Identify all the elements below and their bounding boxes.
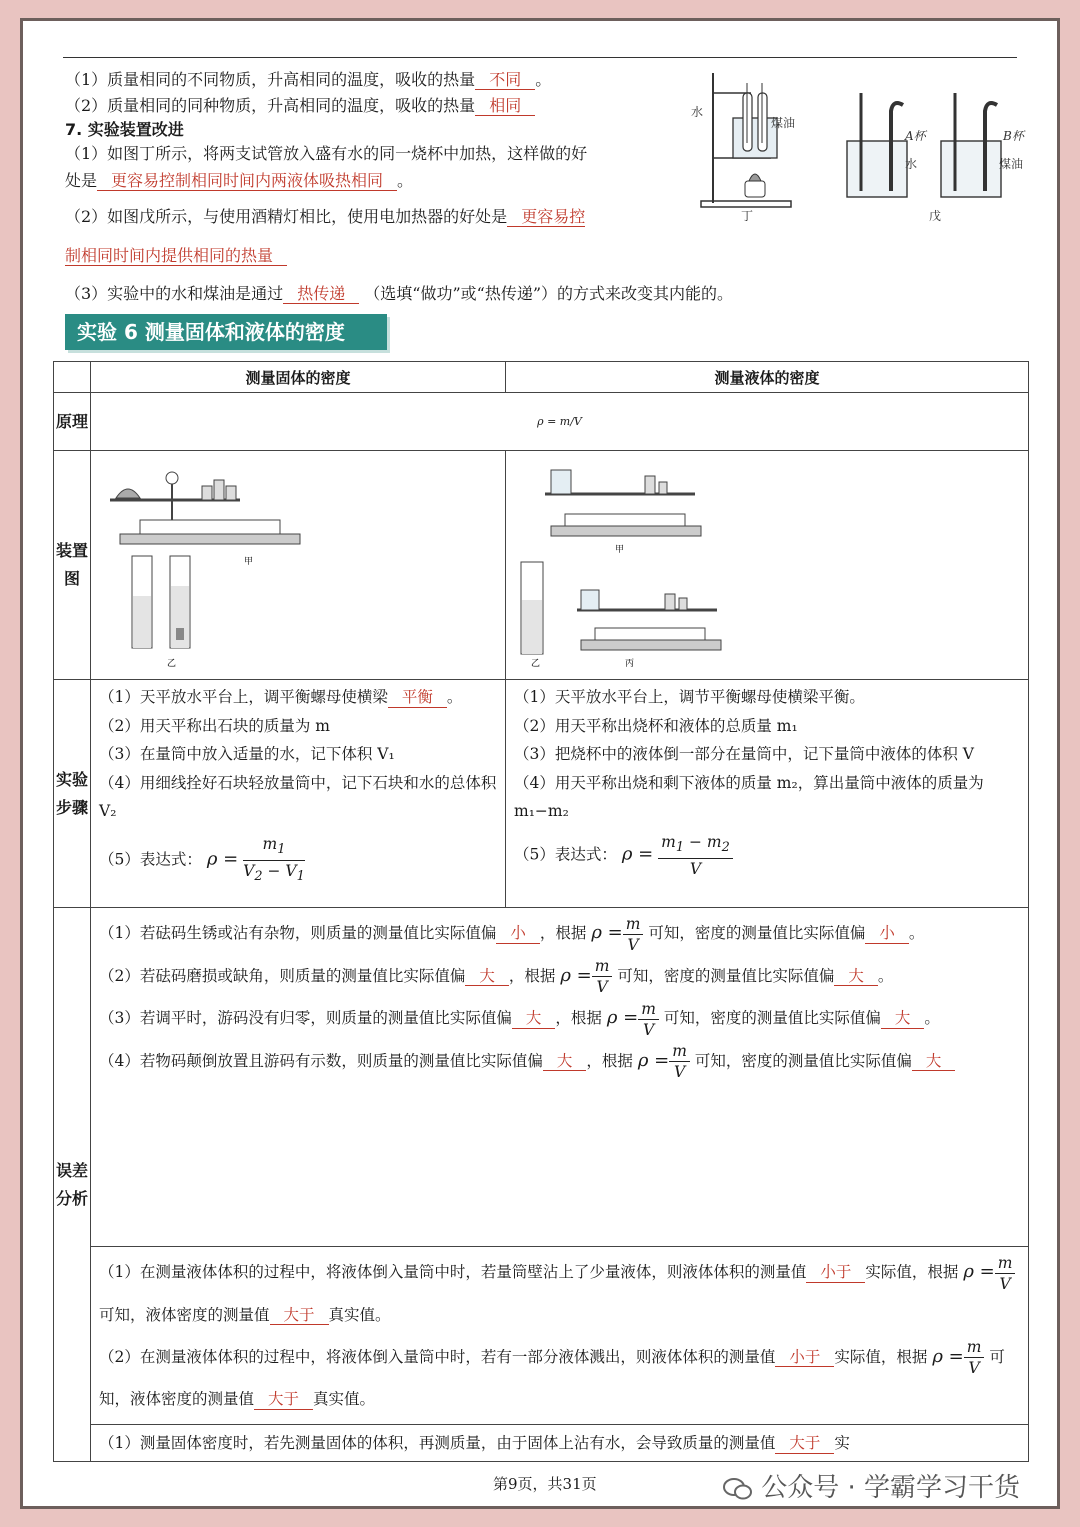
solid-apparatus-figure xyxy=(92,452,502,674)
liquid-step-5: （5）表达式： ρ = $\frac{m_1 - m_2}{V}$ xyxy=(514,832,1020,879)
solid-density-formula: $\frac{m_1}{V_2 - V_1}$ xyxy=(243,834,305,884)
balance-bing xyxy=(577,590,721,650)
error-solid-4: （4）若物码颠倒放置且游码有示数，则质量的测量值比实际值偏 大 ，根据 ρ = $\frac{m}{V}$ 可知，密度的测量值比实际值偏 大 xyxy=(99,1040,1020,1083)
column-header-solid: 测量固体的密度 xyxy=(91,362,506,393)
principle-formula: ρ = m/V xyxy=(91,393,1029,451)
liquid-steps-cell xyxy=(506,680,1029,908)
liquid-apparatus-figure xyxy=(507,452,1027,674)
row-label-error: 误差分析 xyxy=(54,908,91,1462)
error-last-cell: （1）测量固体密度时，若先测量固体的体积，再测质量，由于固体上沾有水，会导致质量的测量值 大于 实 xyxy=(91,1425,1029,1462)
answer-blank: 热传递 xyxy=(283,285,359,304)
apparatus-figure-ding xyxy=(691,63,811,223)
question-1: （1）质量相同的不同物质，升高相同的温度，吸收的热量 不同 。 xyxy=(65,70,552,89)
solid-step-1: （1）天平放水平台上，调平衡螺母使横梁 平衡 。 xyxy=(99,688,463,706)
experiment-title: 实验 6 测量固体和液体的密度 xyxy=(65,314,387,350)
wechat-icon xyxy=(723,1477,753,1501)
fig-label-jia-liquid: 甲 xyxy=(615,545,625,555)
fig-label-jia: 甲 xyxy=(244,557,254,567)
section-heading: 7. 实验装置改进 xyxy=(65,120,184,139)
error-solid-2: （2）若砝码磨损或缺角，则质量的测量值比实际值偏 大 ，根据 ρ = $\frac{m}{V}$ 可知，密度的测量值比实际值偏 大 。 xyxy=(99,957,894,996)
error-liquid-cell xyxy=(91,1247,1029,1425)
error-liquid-2: （2）在测量液体体积的过程中，将液体倒入量筒中时，若有一部分液体溅出，则液体体积的测量值 小于 实际值，根据 ρ = $\frac{m}{V}$ 可知，液体密度的测量值 大于 真实值。 xyxy=(99,1338,1005,1408)
page: （1）质量相同的不同物质，升高相同的温度，吸收的热量 不同 。 （2）质量相同的同种物质，升高相同的温度，吸收的热量 相同 7. 实验装置改进 （1）如图丁所示，将两支试管放入盛有水的同一烧杯中加热，这样做的好 处是 更容易控制相同时间内两液体吸热相同 。 （2）如图戊所示，与使用酒精灯相比，使用电加热器的好处是 更容易控 制相同时间内提供相同的热量 （3）实验中的水和煤油是通过 热传递 （选填“做功”或“热传递”）的方式来改变其内能的。 水 煤油 丁 A杯 B杯 水 煤油 戊 实验 6 测量固体和液体的密度 测量固体的密度 测量液体的密度 原理 ρ = m/V 装置图 甲 乙 甲 乙 丙 实验步骤 （1）天平放水平台上，调平衡螺母使横梁 平衡 。 （2）用天平称出石块的质量为 m （3）在量筒中放入适量的水，记下体积 V₁ （4）用细线拴好石块轻放量筒中，记下石块和水的总体积 V₂ （5）表达式： ρ = $\frac{m_1}{V_2 - V_1}$ （1）天平放水平台上，调节平衡螺母使横梁平衡。 （2）用天平称出烧杯和液体的总质量 m₁ （3）把烧杯中的液体倒一部分在量筒中，记下量筒中液体的体积 V （4）用天平称出烧和剩下液体的质量 m₂，算出量筒中液体的质量为 m₁−m₂ （5）表达式： ρ = $\frac{m_1 - m_2}{V}$ 误差分析 （1）若砝码生锈或沾有杂物，则质量的测量值比实际值偏 小 ，根据 ρ = $\frac{m}{V}$ 可知，密度的测量值比实际值偏 小 。 （2）若砝码磨损或缺角，则质量的测量值比实际值偏 大 ，根据 ρ = $\frac{m}{V}$ 可知，密度的测量值比实际值偏 大 。 （3）若调平时，游码没有归零，则质量的测量值比实际值偏 大 ，根据 ρ = $\frac{m}{V}$ 可知，密度的测量值比实际值偏 大 。 （4）若物码颠倒放置且游码有示数，则质量的测量值比实际值偏 大 ，根据 ρ = $\frac{m}{V}$ 可知，密度的测量值比实际值偏 大 （1）在测量液体体积的过程中，将液体倒入量筒中时，若量筒壁沾上了少量液体，则液体体积的测量值 小于 实际值，根据 ρ = $\frac{m}{V}$ 可知，液体密度的测量值 大于 真实值。 （2）在测量液体体积的过程中，将液体倒入量筒中时，若有一部分液体溅出，则液体体积的测量值 小于 实际值，根据 ρ = $\frac{m}{V}$ 可知，液体密度的测量值 大于 真实值。 （1）测量固体密度时，若先测量固体的体积，再测质量，由于固体上沾有水，会导致质量的测量值 大于 实 第9页，共31页 公众号 · 学霸学习干货 xyxy=(20,18,1060,1509)
solid-step-2: （2）用天平称出石块的质量为 m xyxy=(99,716,330,735)
solid-step-4: （4）用细线拴好石块轻放量筒中，记下石块和水的总体积 V₂ xyxy=(99,773,497,820)
fig-label-yi: 乙 xyxy=(167,659,177,669)
balance-jia xyxy=(110,472,300,544)
liquid-density-formula: $\frac{m_1 - m_2}{V}$ xyxy=(658,832,733,879)
error-solid-cell xyxy=(91,908,1029,1247)
error-solid-3: （3）若调平时，游码没有归零，则质量的测量值比实际值偏 大 ，根据 ρ = $\frac{m}{V}$ 可知，密度的测量值比实际值偏 大 。 xyxy=(99,999,940,1039)
paragraph-2: （2）如图戊所示，与使用酒精灯相比，使用电加热器的好处是 更容易控 xyxy=(65,207,586,226)
question-2: （2）质量相同的同种物质，升高相同的温度，吸收的热量 相同 xyxy=(65,93,535,116)
figure-caption-wu: 戊 xyxy=(929,209,942,223)
answer-blank: 制相同时间内提供相同的热量 xyxy=(65,247,287,266)
liquid-step-3: （3）把烧杯中的液体倒一部分在量筒中，记下量筒中液体的体积 V xyxy=(514,745,974,763)
liquid-step-1: （1）天平放水平台上，调节平衡螺母使横梁平衡。 xyxy=(514,688,865,706)
solid-step-5: （5）表达式： ρ = $\frac{m_1}{V_2 - V_1}$ xyxy=(99,834,497,887)
apparatus-figure-wu xyxy=(841,91,1031,201)
paragraph-1a: （1）如图丁所示，将两支试管放入盛有水的同一烧杯中加热，这样做的好 xyxy=(65,144,588,163)
answer-blank: 更容易控 xyxy=(507,208,585,227)
liquid-apparatus-cell xyxy=(506,451,1029,680)
density-table xyxy=(53,361,1029,1462)
answer-blank: 相同 xyxy=(475,97,535,116)
answer-blank: 不同 xyxy=(475,71,535,90)
top-rule xyxy=(63,57,1017,58)
row-label-principle: 原理 xyxy=(54,393,91,451)
watermark: 公众号 · 学霸学习干货 xyxy=(723,1467,1020,1504)
error-solid-1: （1）若砝码生锈或沾有杂物，则质量的测量值比实际值偏 小 ，根据 ρ = $\frac{m}{V}$ 可知，密度的测量值比实际值偏 小 。 xyxy=(99,914,925,954)
solid-step-3: （3）在量筒中放入适量的水，记下体积 V₁ xyxy=(99,745,395,763)
paragraph-3: （3）实验中的水和煤油是通过 热传递 （选填“做功”或“热传递”）的方式来改变其内能的。 xyxy=(65,284,734,303)
cylinder-yi-liquid xyxy=(521,562,543,654)
paragraph-2b xyxy=(65,246,287,266)
fig-label-yi-liquid: 乙 xyxy=(531,659,541,669)
page-number: 第9页，共31页 xyxy=(493,1475,597,1493)
row-label-apparatus: 装置图 xyxy=(54,451,91,680)
fig-label-bing: 丙 xyxy=(625,659,635,669)
paragraph-1b: 处是 更容易控制相同时间内两液体吸热相同 。 xyxy=(65,171,414,190)
solid-steps-cell xyxy=(91,680,506,908)
figure-caption-ding: 丁 xyxy=(741,209,754,223)
cylinders-yi xyxy=(132,556,190,648)
error-liquid-1: （1）在测量液体体积的过程中，将液体倒入量筒中时，若量筒壁沾上了少量液体，则液体体积的测量值 小于 实际值，根据 ρ = $\frac{m}{V}$ 可知，液体密度的测量值 大于 真实值。 xyxy=(99,1251,1020,1336)
solid-apparatus-cell xyxy=(91,451,506,680)
column-header-liquid: 测量液体的密度 xyxy=(506,362,1029,393)
row-label-steps: 实验步骤 xyxy=(54,680,91,908)
liquid-step-4: （4）用天平称出烧和剩下液体的质量 m₂，算出量筒中液体的质量为 m₁−m₂ xyxy=(514,773,984,820)
balance-jia-liquid xyxy=(545,470,701,536)
liquid-step-2: （2）用天平称出烧杯和液体的总质量 m₁ xyxy=(514,716,798,735)
answer-blank: 平衡 xyxy=(388,689,447,708)
answer-blank: 更容易控制相同时间内两液体吸热相同 xyxy=(97,172,397,191)
